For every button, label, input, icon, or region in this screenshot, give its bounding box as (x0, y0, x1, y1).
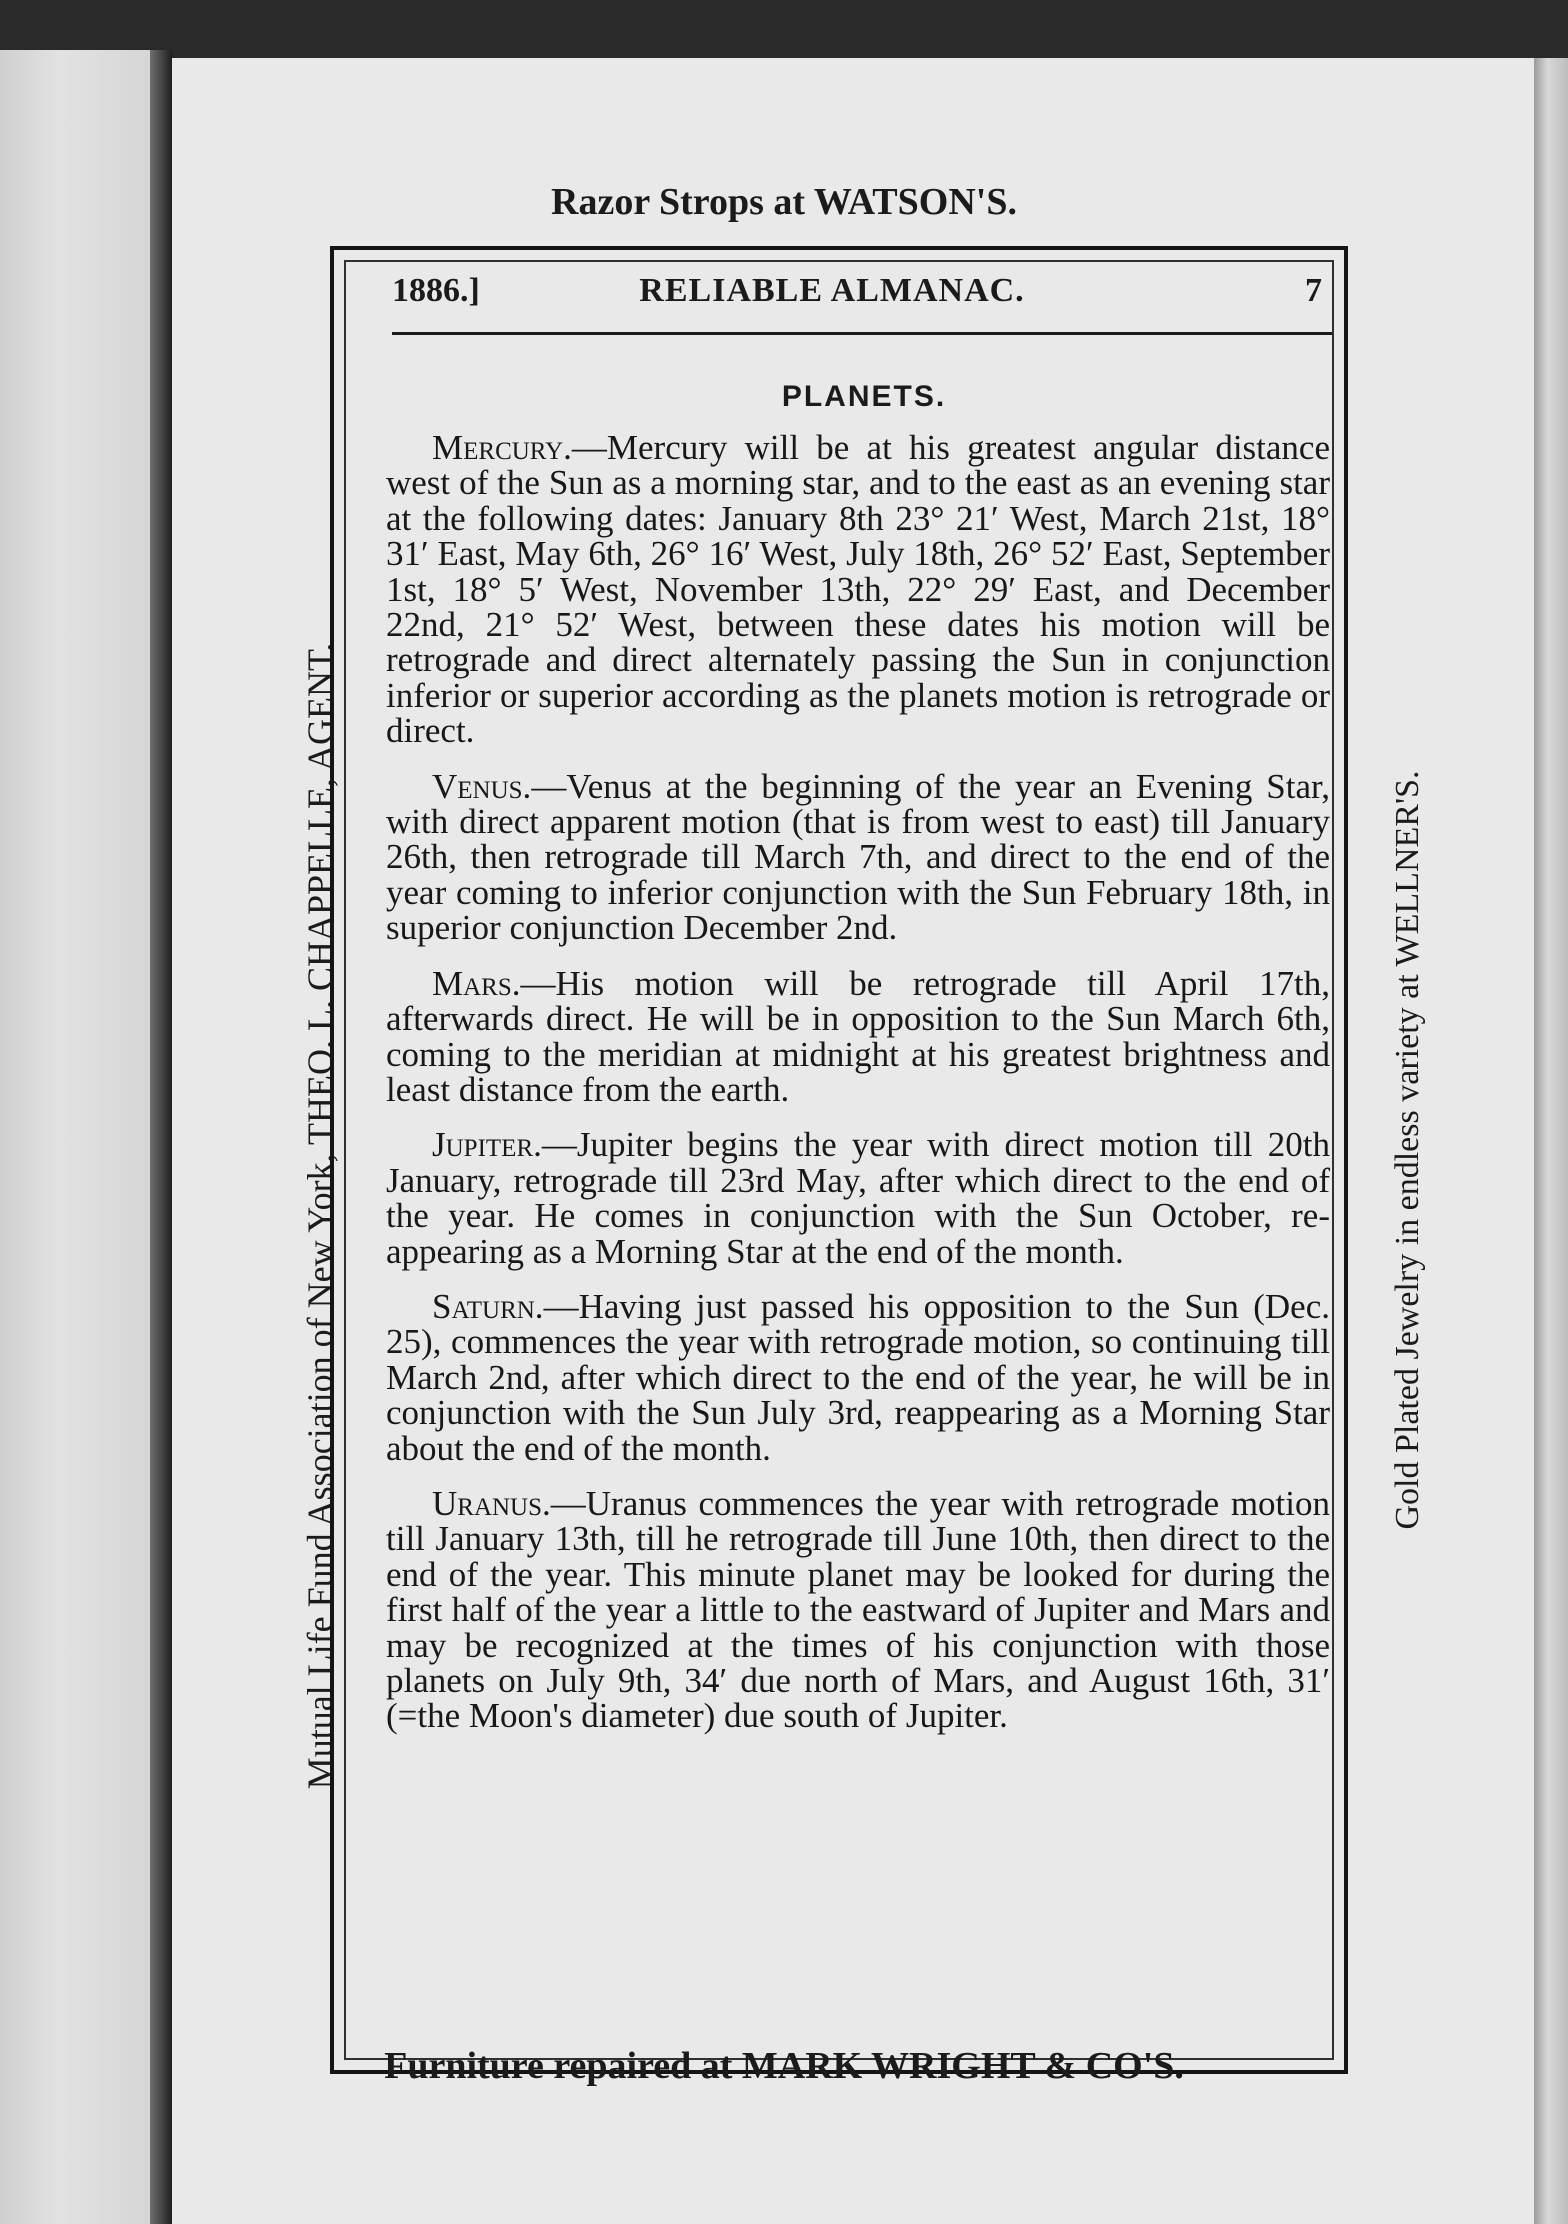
paragraph-mars (386, 963, 1330, 1109)
header-year: 1886.] (392, 272, 480, 309)
paragraph-text: —His motion will be retrograde till April 17th, afterwards direct. He will be in opposition to the Sun March 6th, coming to the meridian at midnight at his greatest brightness and least distance from the earth. (386, 963, 1330, 1109)
section-title: PLANETS. (781, 380, 947, 413)
paragraph-jupiter (386, 1127, 1330, 1269)
paragraph-lead: Mars. (432, 963, 521, 1003)
facing-page-edge (0, 50, 150, 2224)
running-head (392, 272, 1342, 322)
paragraph-text: —Jupiter begins the year with direct motion till 20th January, retrograde till 23rd May, after which direct to the end of the year. He comes in conjunction with the Sun October, re-appearing as a Morning Star at the end of the month. (386, 1125, 1330, 1271)
header-title: RELIABLE ALMANAC. (639, 272, 1025, 309)
paragraph-saturn (386, 1286, 1330, 1468)
article-body (386, 430, 1330, 1754)
paragraph-venus (386, 766, 1330, 948)
right-margin-advert: Gold Plated Jewelry in endless variety at WELLNER'S. (1389, 770, 1426, 1530)
page-edge (1534, 58, 1568, 2224)
paragraph-text: —Uranus commences the year with retrograde motion till January 13th, till he retrograde till June 10th, then direct to the end of the year. This minute planet may be looked for during the first half of the year a little to the eastward of Jupiter and Mars and may be recognized at the times of his conjunction with those planets on July 9th, 34′ due north of Mars, and August 16th, 31′ (=the Moon's diameter) due south of Jupiter. (386, 1483, 1330, 1736)
paragraph-text: —Venus at the beginning of the year an Evening Star, with direct apparent motion (that is from west to east) till January 26th, then retrograde till March 7th, and direct to the end of the year coming to inferior conjunction with the Sun February 18th, in superior conjunction December 2nd. (386, 766, 1330, 948)
paragraph-lead: Uranus. (432, 1483, 551, 1523)
paragraph-lead: Jupiter. (432, 1125, 542, 1165)
book-gutter (150, 50, 172, 2224)
paragraph-text: —Mercury will be at his greatest angular distance west of the Sun as a morning star, and to the east as an evening star at the following dates: January 8th 23° 21′ West, March 21st, 18° 31′ East, May 6th, 26° 16′ West, July 18th, 26° 52′ East, September 1st, 18° 5′ West, November 13th, 22° 29′ East, and December 22nd, 21° 52′ West, between these dates his motion will be retrograde and direct alternately passing the Sun in conjunction inferior or superior according as the planets motion is retrograde or direct. (386, 428, 1330, 751)
left-margin-advert: Mutual Life Fund Association of New York, THEO. L. CHAPPELLE, AGENT. (300, 642, 340, 1790)
paragraph-uranus (386, 1483, 1330, 1736)
bottom-advert: Furniture repaired at MARK WRIGHT & CO'S. (384, 2045, 1184, 2087)
paragraph-mercury (386, 430, 1330, 749)
paragraph-text: —Having just passed his opposition to the Sun (Dec. 25), commences the year with retrograde motion, so continuing till March 2nd, after which direct to the end of the year, he will be in conjunction with the Sun July 3rd, reappearing as a Morning Star about the end of the month. (386, 1286, 1330, 1468)
header-rule (392, 332, 1332, 335)
top-advert: Razor Strops at WATSON'S. (551, 181, 1017, 223)
page-number: 7 (1305, 272, 1322, 309)
paragraph-lead: Venus. (432, 766, 532, 806)
paragraph-lead: Saturn. (432, 1286, 544, 1326)
paragraph-lead: Mercury. (432, 428, 572, 467)
